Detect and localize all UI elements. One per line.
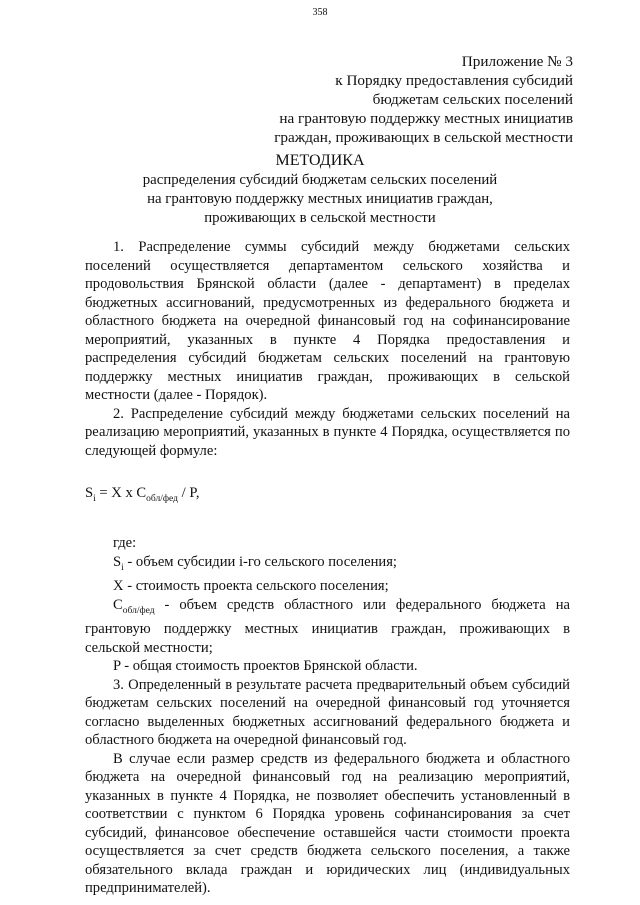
appendix-line: Приложение № 3	[461, 53, 573, 70]
definition-x: X - стоимость проекта сельского поселения;	[113, 578, 389, 595]
title-line: распределения субсидий бюджетам сельских поселений	[142, 172, 498, 188]
appendix-line: на грантовую поддержку местных инициатив	[279, 110, 573, 127]
appendix-line: бюджетам сельских поселений	[372, 91, 573, 108]
appendix-line: граждан, проживающих в сельской местности	[274, 129, 573, 146]
title-heading: МЕТОДИКА	[275, 152, 365, 169]
where-label: где:	[113, 535, 137, 552]
definition-c: $C_{обл/фед}$ - объем средств областного или федерального бюджета на грантовую поддержку местных инициатив граждан, проживающих в сельской местности;	[85, 596, 570, 656]
paragraph-2: 2. Распределение субсидий между бюджетами сельских поселений на реализацию мероприятий, указанных в пункте 4 Порядка, осуществляется по следующей формуле:	[85, 405, 570, 459]
paragraph-4: В случае если размер средств из федерального бюджета и областного бюджета на очередной финансовый год на реализацию мероприятий, указанных в пункте 4 Порядка, не позволяет обеспечить установленный в соответствии с пунктом 6 Порядка уровень софинансирования за счет субсидий, финансовое обеспечение оставшейся части стоимости проекта осуществляется за счет средств бюджета сельского поселения, а также обязательного вклада граждан и юридических лиц (индивидуальных предпринимателей).	[85, 750, 570, 897]
paragraph-1: 1. Распределение суммы субсидий между бюджетами сельских поселений осуществляется департаментом сельского хозяйства и продовольствия Брянской области (далее - департамент) в пределах бюджетных ассигнований, предусмотренных из федерального бюджета и областного бюджета на очередной финансовый год на софинансирование мероприятий, указанных в пункте 4 Порядка предоставления и распределения субсидий бюджетам сельских поселений на грантовую поддержку местных инициатив граждан, проживающих в сельской местности (далее - Порядок).	[85, 239, 570, 403]
title-line: проживающих в сельской местности	[204, 210, 436, 226]
document-body	[85, 238, 570, 898]
page-number: 358	[312, 7, 328, 18]
definition-si: $S_i$ - объем субсидии i-го сельского поселения;	[113, 553, 397, 573]
title-line: на грантовую поддержку местных инициатив граждан,	[147, 191, 493, 207]
document-title	[60, 151, 580, 228]
definition-p: P - общая стоимость проектов Брянской области.	[113, 658, 418, 675]
appendix-header	[274, 52, 573, 147]
paragraph-3: 3. Определенный в результате расчета предварительный объем субсидий бюджетам сельских поселений на очередной финансовый год уточняется согласно выделенных бюджетных ассигнований федерального бюджета и областного бюджета на очередной финансовый год.	[85, 676, 570, 749]
formula: $S_i = X$ x $C_{обл/фед}$ / P,	[85, 485, 200, 504]
appendix-line: к Порядку предоставления субсидий	[335, 72, 573, 89]
